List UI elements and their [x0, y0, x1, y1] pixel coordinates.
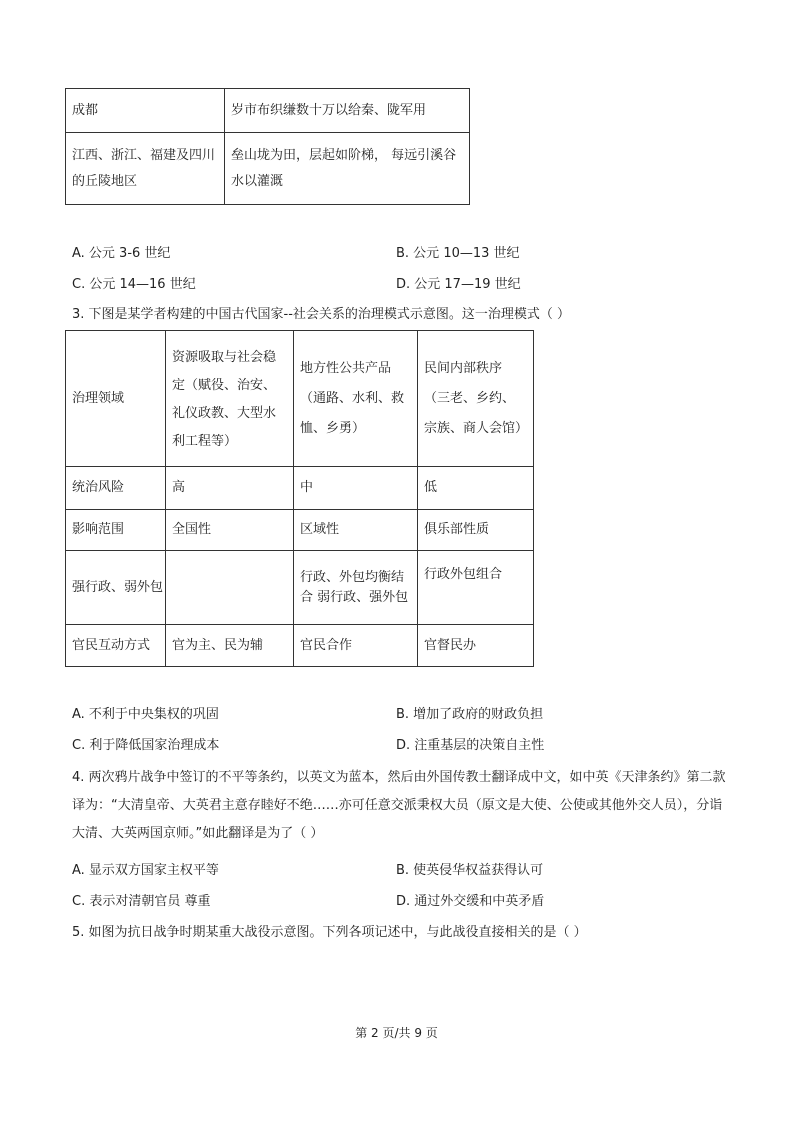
q4-stem: 4. 两次鸦片战争中签订的不平等条约，以英文为蓝本，然后由外国传教士翻译成中文，如中英《天津条约》第二款译为：“大清皇帝、大英君主意存睦好不绝……亦可任意交派秉权大员（原文是大使、公使或其他外交人员），分诣大清、大英两国京师。”如此翻译是为了（ ） — [72, 770, 726, 841]
governance-table — [65, 330, 534, 667]
table-cell: 官督民办 — [418, 625, 534, 667]
q2-option-a[interactable]: A. 公元 3-6 世纪 — [72, 246, 171, 261]
header-cell: 地方性公共产品（通路、水利、救恤、乡勇） — [294, 331, 418, 467]
table-cell: 统治风险 — [66, 467, 166, 510]
q4-option-a[interactable]: A. 显示双方国家主权平等 — [72, 863, 219, 878]
table-cell: 官民合作 — [294, 625, 418, 667]
q4-option-b[interactable]: B. 使英侵华权益获得认可 — [396, 863, 544, 878]
header-cell: 治理领域 — [66, 331, 166, 467]
table-cell: 官为主、民为辅 — [166, 625, 294, 667]
header-cell: 民间内部秩序（三老、乡约、宗族、商人会馆） — [418, 331, 534, 467]
table-cell — [166, 551, 294, 625]
page-number: 第 2 页/共 9 页 — [355, 1026, 438, 1040]
header-cell: 资源吸取与社会稳定（赋役、治安、礼仪政教、大型水利工程等） — [166, 331, 294, 467]
table-cell: 影响范围 — [66, 510, 166, 551]
q3-option-a[interactable]: A. 不利于中央集权的巩固 — [72, 707, 219, 722]
q3-option-c[interactable]: C. 利于降低国家治理成本 — [72, 738, 220, 753]
q5-stem: 5. 如图为抗日战争时期某重大战役示意图。下列各项记述中，与此战役直接相关的是（ ） — [72, 925, 587, 940]
region-cell: 成都 — [66, 89, 225, 133]
table-cell: 强行政、弱外包 — [66, 551, 166, 625]
table-cell: 全国性 — [166, 510, 294, 551]
table-cell: 高 — [166, 467, 294, 510]
q2-option-d[interactable]: D. 公元 17—19 世纪 — [396, 277, 521, 292]
q4-option-c[interactable]: C. 表示对清朝官员 尊重 — [72, 894, 211, 909]
table-cell: 中 — [294, 467, 418, 510]
desc-cell: 垒山垅为田，层起如阶梯， 每远引溪谷水以灌溉 — [225, 133, 470, 205]
table-cell: 低 — [418, 467, 534, 510]
table-cell: 官民互动方式 — [66, 625, 166, 667]
region-table — [65, 88, 470, 205]
q3-stem: 3. 下图是某学者构建的中国古代国家--社会关系的治理模式示意图。这一治理模式（ ） — [72, 307, 571, 322]
table-cell: 行政外包组合 — [418, 551, 534, 625]
region-cell: 江西、浙江、福建及四川的丘陵地区 — [66, 133, 225, 205]
q2-option-c[interactable]: C. 公元 14—16 世纪 — [72, 277, 196, 292]
q3-option-d[interactable]: D. 注重基层的决策自主性 — [396, 738, 545, 753]
table-cell: 俱乐部性质 — [418, 510, 534, 551]
q3-option-b[interactable]: B. 增加了政府的财政负担 — [396, 707, 544, 722]
q2-option-b[interactable]: B. 公元 10—13 世纪 — [396, 246, 520, 261]
q4-option-d[interactable]: D. 通过外交缓和中英矛盾 — [396, 894, 545, 909]
table-cell: 行政、外包均衡结合 弱行政、强外包 — [294, 551, 418, 625]
table-cell: 区域性 — [294, 510, 418, 551]
desc-cell: 岁市布织缣数十万以给秦、陇军用 — [225, 89, 470, 133]
